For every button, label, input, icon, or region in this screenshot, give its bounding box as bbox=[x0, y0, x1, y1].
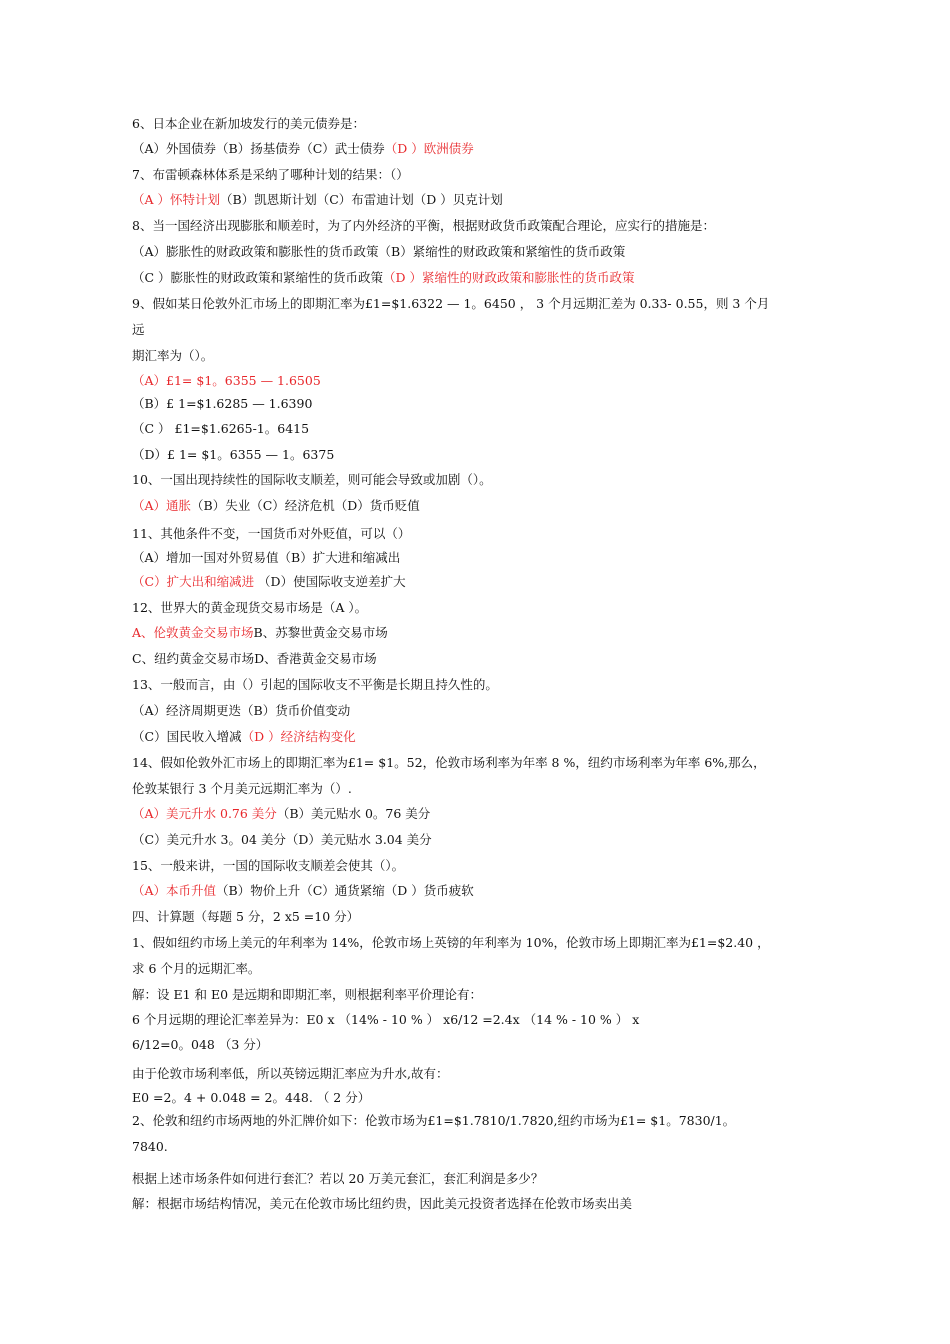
line-text: 远 bbox=[132, 322, 145, 337]
text-line bbox=[132, 373, 321, 389]
text-line bbox=[132, 1066, 448, 1082]
line-text: 由于伦敦市场利率低，所以英镑远期汇率应为升水,故有： bbox=[132, 1066, 449, 1081]
answer-text: （C）扩大出和缩减进 bbox=[132, 574, 259, 589]
text-line bbox=[132, 296, 769, 312]
text-line bbox=[132, 141, 474, 157]
text-line bbox=[132, 526, 410, 542]
line-text: （A）经济周期更迭（B）货币价值变动 bbox=[132, 703, 351, 718]
answer-text: A、伦敦黄金交易市场 bbox=[132, 625, 254, 640]
text-line bbox=[132, 909, 359, 925]
text-line bbox=[132, 961, 260, 977]
text-line bbox=[132, 832, 432, 848]
text-line bbox=[132, 625, 388, 641]
text-line bbox=[132, 550, 400, 566]
text-line bbox=[132, 498, 420, 514]
answer-text: （A）通胀 bbox=[132, 498, 192, 513]
text-line bbox=[132, 270, 635, 286]
text-line bbox=[132, 729, 356, 745]
answer-text: （A ）怀特计划 bbox=[132, 192, 221, 207]
line-text: 12、世界大的黄金现货交易市场是（A ）。 bbox=[132, 600, 368, 615]
text-line bbox=[132, 322, 145, 338]
line-text: （B）凯恩斯计划（C）布雷迪计划（D ）贝克计划 bbox=[220, 192, 503, 207]
answer-text: （D ）紧缩性的财政政策和膨胀性的货币政策 bbox=[383, 270, 635, 285]
line-text: 伦敦某银行 3 个月美元远期汇率为（）. bbox=[132, 781, 352, 796]
line-text: （B）物价上升（C）通货紧缩（D ）货币疲软 bbox=[216, 883, 474, 898]
line-text: 6、日本企业在新加坡发行的美元债券是： bbox=[132, 116, 365, 131]
text-line bbox=[132, 218, 715, 234]
text-line bbox=[132, 574, 406, 590]
line-text: 9、假如某日伦敦外汇市场上的即期汇率为£1=$1.6322 — 1。6450 ， 3 个月远期汇差为 0.33- 0.55，则 3 个月 bbox=[132, 296, 770, 311]
text-line bbox=[132, 348, 213, 364]
text-line bbox=[132, 1171, 543, 1187]
line-text: 求 6 个月的远期汇率。 bbox=[132, 961, 261, 976]
text-line bbox=[132, 192, 503, 208]
text-line bbox=[132, 987, 482, 1003]
text-line bbox=[132, 781, 352, 797]
line-text: 6/12=0。048 （3 分） bbox=[132, 1037, 269, 1052]
line-text: （C）国民收入增减 bbox=[132, 729, 242, 744]
text-line bbox=[132, 677, 498, 693]
line-text: （B）失业（C）经济危机（D）货币贬值 bbox=[191, 498, 420, 513]
text-line bbox=[132, 651, 377, 667]
line-text: （A）增加一国对外贸易值（B）扩大进和缩减出 bbox=[132, 550, 401, 565]
line-text: 7840. bbox=[132, 1139, 168, 1154]
line-text: （C）美元升水 3。04 美分（D）美元贴水 3.04 美分 bbox=[132, 832, 432, 847]
text-line bbox=[132, 600, 367, 616]
text-line bbox=[132, 167, 409, 183]
line-text: （D）£ 1= $1。6355 — 1。6375 bbox=[132, 447, 335, 462]
text-line bbox=[132, 1113, 735, 1129]
line-text: （D）使国际收支逆差扩大 bbox=[258, 574, 406, 589]
text-line bbox=[132, 858, 404, 874]
text-line bbox=[132, 935, 770, 951]
line-text: （A）膨胀性的财政政策和膨胀性的货币政策（B）紧缩性的财政政策和紧缩性的货币政策 bbox=[132, 244, 626, 259]
line-text: 13、一般而言，由（）引起的国际收支不平衡是长期且持久性的。 bbox=[132, 677, 498, 692]
answer-text: （A）£1= $1。6355 — 1.6505 bbox=[132, 373, 321, 388]
line-text: 6 个月远期的理论汇率差异为：E0 x （14% - 10 % ） x6/12 =2.4x （14 % - 10 % ） x bbox=[132, 1012, 640, 1027]
answer-text: （D ）经济结构变化 bbox=[241, 729, 356, 744]
text-line bbox=[132, 806, 430, 822]
text-line bbox=[132, 703, 350, 719]
line-text: （B）美元贴水 0。76 美分 bbox=[276, 806, 431, 821]
line-text: 2、伦敦和纽约市场两地的外汇牌价如下：伦敦市场为£1=$1.7810/1.7820,纽约市场为£1= $1。7830/1。 bbox=[132, 1113, 736, 1128]
line-text: （C ） £1=$1.6265-1。6415 bbox=[132, 421, 310, 436]
line-text: 1、假如纽约市场上美元的年利率为 14%，伦敦市场上英镑的年利率为 10%，伦敦市场上即期汇率为£1=$2.40 ， bbox=[132, 935, 770, 950]
text-line bbox=[132, 1037, 268, 1053]
line-text: 根据上述市场条件如何进行套汇？若以 20 万美元套汇，套汇利润是多少？ bbox=[132, 1171, 544, 1186]
line-text: 7、布雷顿森林体系是采纳了哪种计划的结果：（） bbox=[132, 167, 409, 182]
text-line bbox=[132, 755, 766, 771]
answer-text: （A）本币升值 bbox=[132, 883, 217, 898]
line-text: E0 =2。4 + 0.048 = 2。448. （ 2 分） bbox=[132, 1090, 371, 1105]
line-text: B、苏黎世黄金交易市场 bbox=[253, 625, 388, 640]
line-text: （C ）膨胀性的财政政策和紧缩性的货币政策 bbox=[132, 270, 384, 285]
line-text: 15、一般来讲，一国的国际收支顺差会使其（）。 bbox=[132, 858, 405, 873]
text-line bbox=[132, 421, 309, 437]
text-line bbox=[132, 883, 474, 899]
text-line bbox=[132, 1012, 639, 1028]
line-text: 14、假如伦敦外汇市场上的即期汇率为£1= $1。52，伦敦市场利率为年率 8 %，纽约市场利率为年率 6%,那么， bbox=[132, 755, 766, 770]
line-text: 10、一国出现持续性的国际收支顺差，则可能会导致或加剧（）。 bbox=[132, 472, 492, 487]
line-text: 期汇率为（）。 bbox=[132, 348, 214, 363]
line-text: （A）外国债券（B）扬基债券（C）武士债券 bbox=[132, 141, 385, 156]
line-text: 8、当一国经济出现膨胀和顺差时，为了内外经济的平衡，根据财政货币政策配合理论，应实行的措施是： bbox=[132, 218, 715, 233]
line-text: C、纽约黄金交易市场D、香港黄金交易市场 bbox=[132, 651, 377, 666]
text-line bbox=[132, 244, 625, 260]
text-line bbox=[132, 116, 365, 132]
line-text: 11、其他条件不变，一国货币对外贬值，可以（） bbox=[132, 526, 411, 541]
line-text: 四、计算题（每题 5 分，2 x5 =10 分） bbox=[132, 909, 360, 924]
text-line bbox=[132, 447, 334, 463]
answer-text: （D ）欧洲债券 bbox=[384, 141, 474, 156]
text-line bbox=[132, 472, 492, 488]
answer-text: （A）美元升水 0.76 美分 bbox=[132, 806, 277, 821]
text-line bbox=[132, 1196, 632, 1212]
text-line bbox=[132, 1139, 168, 1155]
text-line bbox=[132, 1090, 370, 1106]
line-text: （B）£ 1=$1.6285 — 1.6390 bbox=[132, 396, 313, 411]
text-line bbox=[132, 396, 312, 412]
line-text: 解：根据市场结构情况，美元在伦敦市场比纽约贵，因此美元投资者选择在伦敦市场卖出美 bbox=[132, 1196, 633, 1211]
line-text: 解：设 E1 和 E0 是远期和即期汇率，则根据利率平价理论有： bbox=[132, 987, 483, 1002]
